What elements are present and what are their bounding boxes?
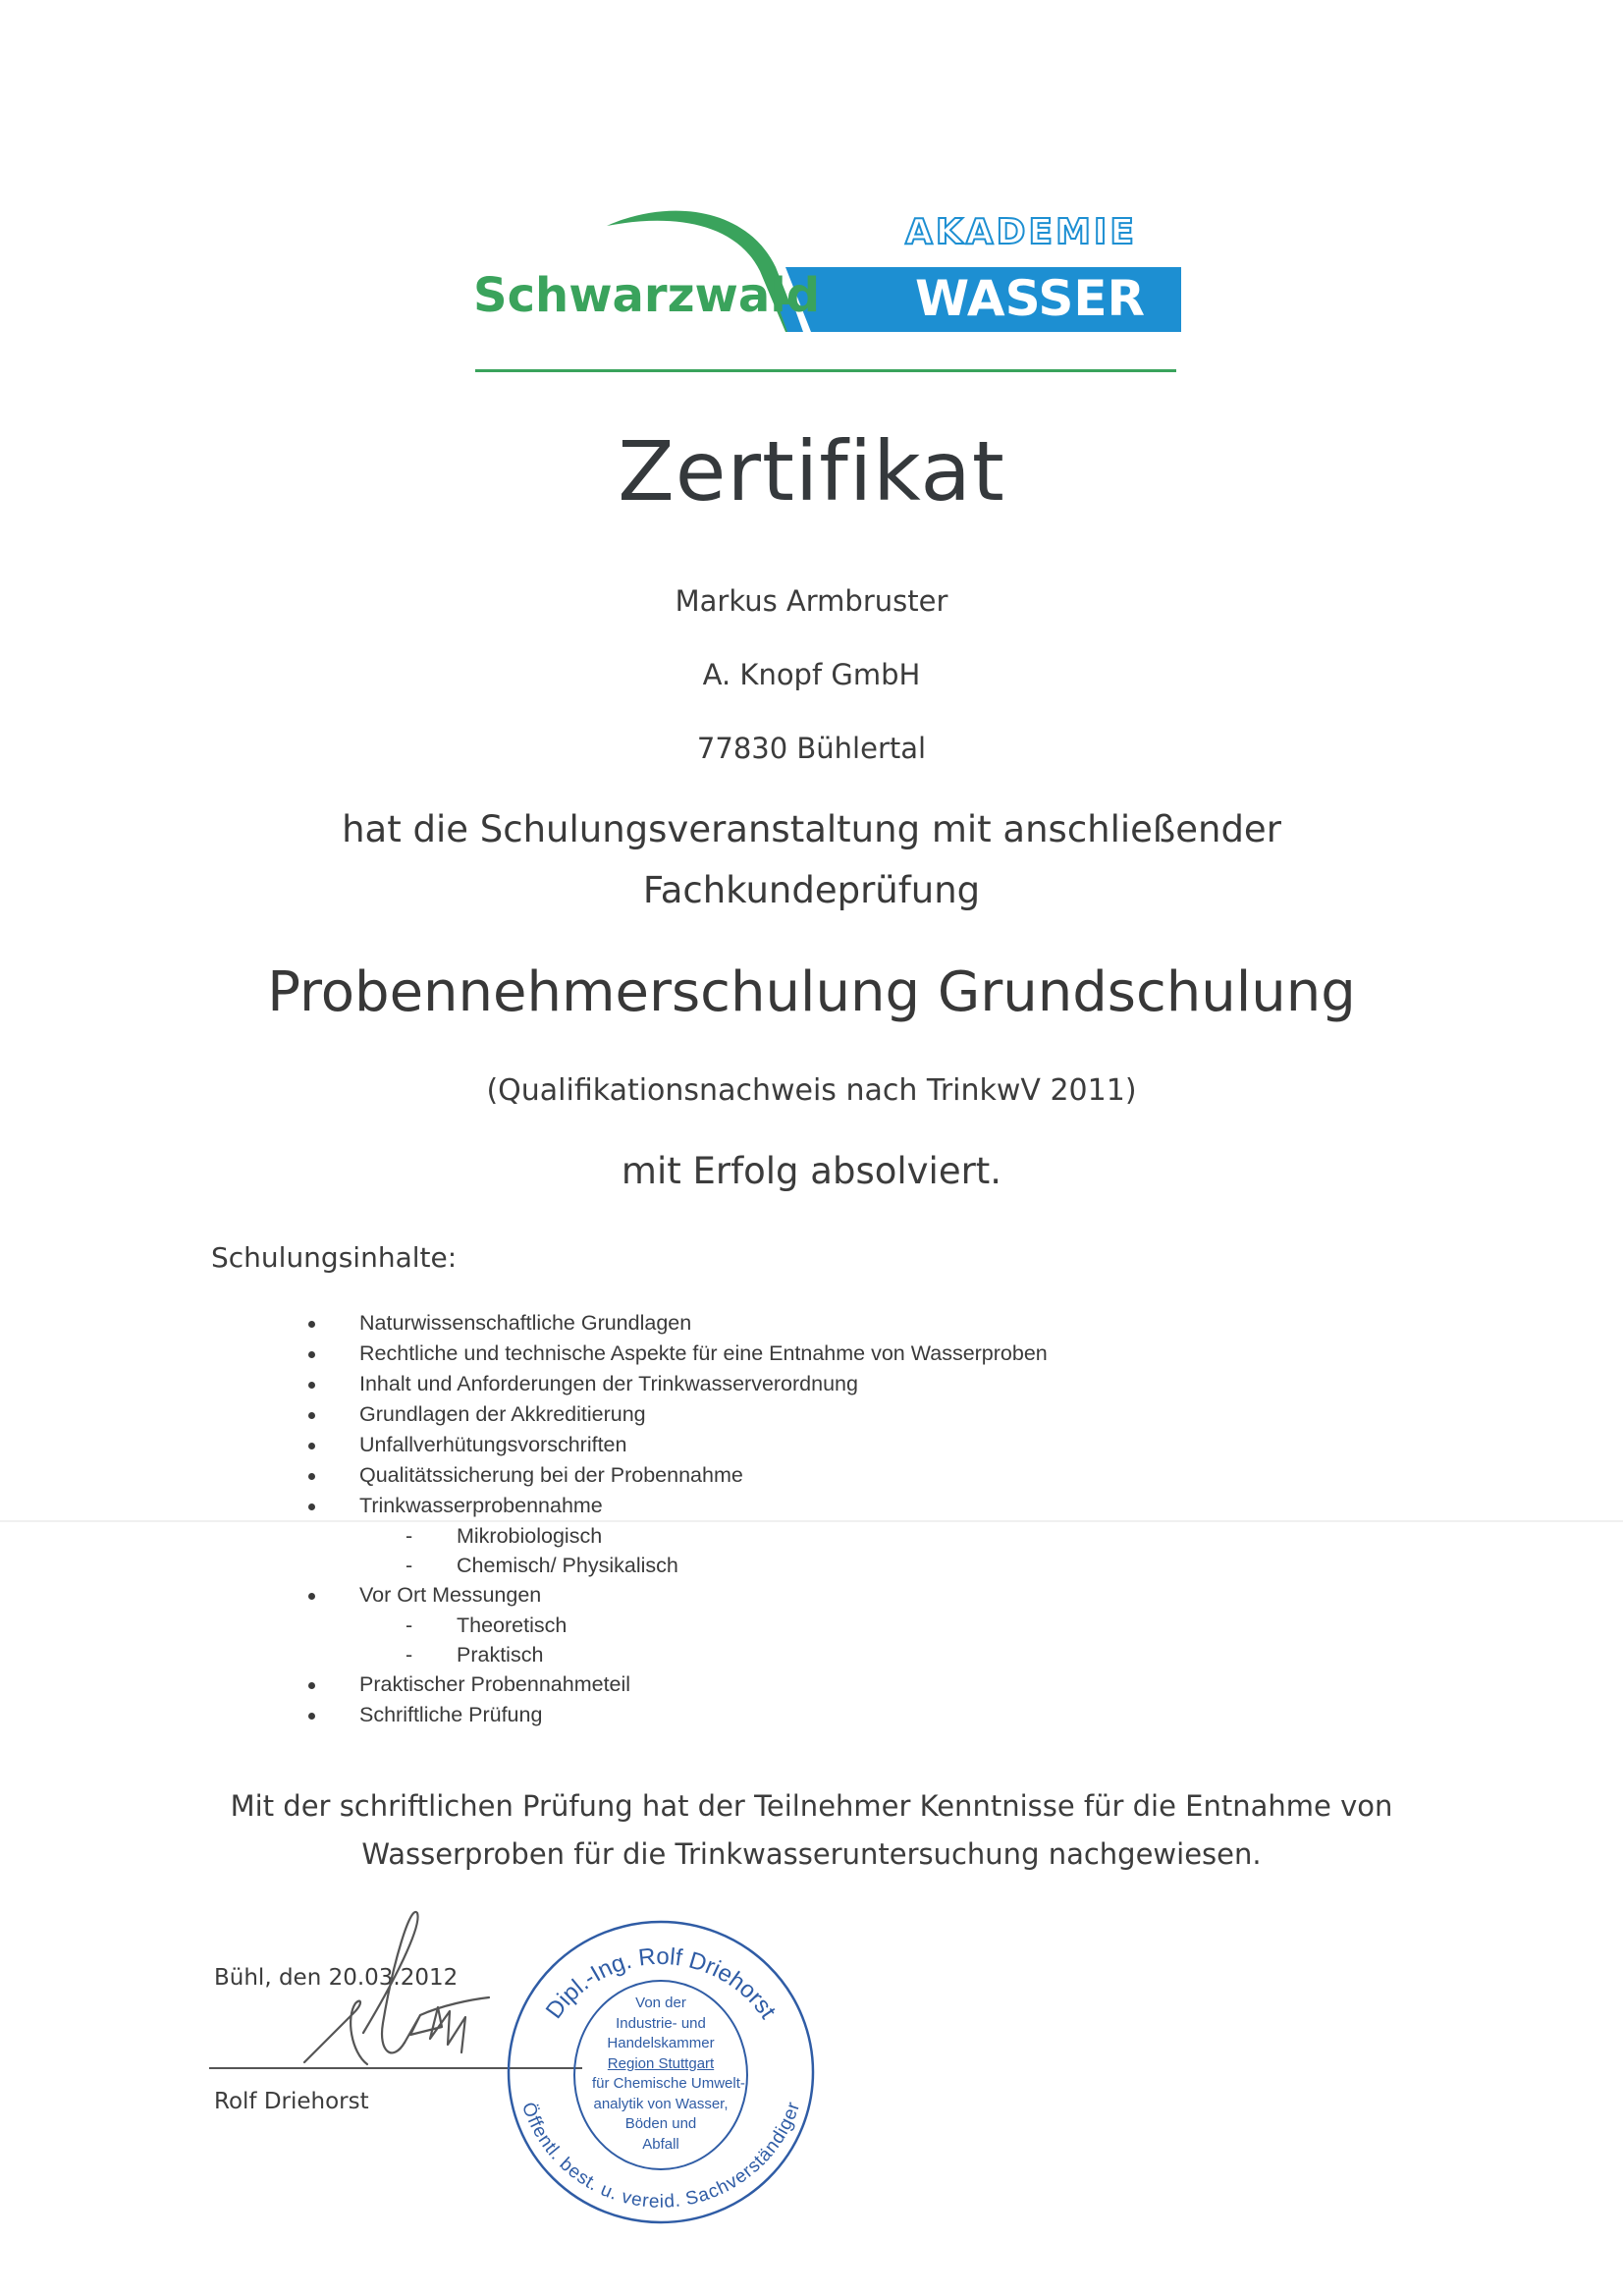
logo-top-word: AKADEMIE [905, 212, 1137, 252]
statement-line-1: hat die Schulungsveranstaltung mit anschließender [342, 808, 1281, 850]
dash-icon: - [406, 1643, 413, 1667]
contents-item-label: Rechtliche und technische Aspekte für eine Entnahme von Wasserproben [359, 1341, 1048, 1365]
contents-subitem-label: Theoretisch [457, 1613, 568, 1637]
result-text: mit Erfolg absolviert. [621, 1150, 1002, 1192]
contents-subitem-label: Mikrobiologisch [457, 1524, 603, 1548]
course-name: Probennehmerschulung Grundschulung [267, 960, 1356, 1024]
contents-subitem-label: Praktisch [457, 1643, 544, 1667]
bullet-icon [308, 1369, 315, 1399]
contents-item-label: Qualitätssicherung bei der Probennahme [359, 1463, 743, 1487]
stamp-center-text [592, 1994, 745, 2155]
stamp-center-line: Abfall [642, 2135, 679, 2153]
bullet-icon [308, 1339, 315, 1369]
official-stamp [499, 1915, 823, 2229]
handwritten-signature [295, 1905, 491, 2067]
bullet-icon [308, 1700, 315, 1730]
bullet-icon [308, 1308, 315, 1339]
closing-line-2: Wasserproben für die Trinkwasseruntersuchung nachgewiesen. [361, 1837, 1262, 1871]
recipient-name: Markus Armbruster [675, 584, 948, 618]
closing-statement [0, 1782, 1623, 1879]
stamp-center-line: Von der [635, 1995, 686, 2011]
signer-name: Rolf Driehorst [214, 2089, 369, 2114]
stamp-ring-bottom-text: Öffentl. best. u. vereid. Sachverständiger [516, 2100, 805, 2213]
dash-icon: - [406, 1554, 413, 1577]
logo-divider [475, 369, 1176, 372]
bullet-icon [308, 1580, 315, 1611]
logo-right-word: WASSER [915, 270, 1146, 327]
bullet-icon [308, 1669, 315, 1700]
signature-stroke [420, 1997, 489, 2015]
stamp-center-line: Böden und [624, 2115, 697, 2132]
recipient-city: 77830 Bühlertal [696, 732, 927, 765]
contents-item-label: Unfallverhütungsvorschriften [359, 1433, 627, 1456]
contents-item-label: Schriftliche Prüfung [359, 1703, 543, 1726]
stamp-center-line: für Chemische Umwelt- [592, 2075, 745, 2092]
contents-heading: Schulungsinhalte: [211, 1241, 458, 1274]
signature-stroke [405, 2007, 465, 2052]
dash-icon: - [406, 1524, 413, 1548]
stamp-center-line: Handelskammer [607, 2035, 715, 2051]
qualification-note: (Qualifikationsnachweis nach TrinkwV 2011) [486, 1073, 1137, 1108]
stamp-center-line: Industrie- und [616, 2014, 706, 2032]
statement-line-2: Fachkundeprüfung [642, 869, 981, 911]
certificate-title: Zertifikat [618, 423, 1005, 519]
contents-item-label: Trinkwasserprobennahme [359, 1494, 603, 1517]
bullet-icon [308, 1399, 315, 1430]
contents-item-label: Inhalt und Anforderungen der Trinkwasserverordnung [359, 1372, 858, 1395]
bullet-icon [308, 1430, 315, 1460]
bullet-icon [308, 1491, 315, 1521]
contents-item-label: Grundlagen der Akkreditierung [359, 1402, 646, 1426]
contents-item-label: Naturwissenschaftliche Grundlagen [359, 1311, 692, 1335]
dash-icon: - [406, 1613, 413, 1637]
stamp-ring-top-text: Dipl.-Ing. Rolf Driehorst [540, 1942, 782, 2024]
schwarzwald-akademie-wasser-logo [461, 196, 1188, 373]
logo-left-word: Schwarzwald [473, 268, 821, 323]
scan-artifact-line [0, 1520, 1623, 1522]
bullet-icon [308, 1460, 315, 1491]
recipient-company: A. Knopf GmbH [702, 658, 921, 691]
contents-item-label: Vor Ort Messungen [359, 1583, 542, 1607]
contents-item-label: Praktischer Probennahmeteil [359, 1672, 631, 1696]
place-and-date: Bühl, den 20.03.2012 [214, 1965, 459, 1991]
closing-line-1: Mit der schriftlichen Prüfung hat der Teilnehmer Kenntnisse für die Entnahme von [230, 1789, 1393, 1823]
contents-subitem-label: Chemisch/ Physikalisch [457, 1554, 678, 1577]
signature-stroke [304, 2001, 367, 2064]
stamp-center-line: Region Stuttgart [607, 2054, 715, 2072]
stamp-center-line: analytik von Wasser, [593, 2095, 729, 2112]
